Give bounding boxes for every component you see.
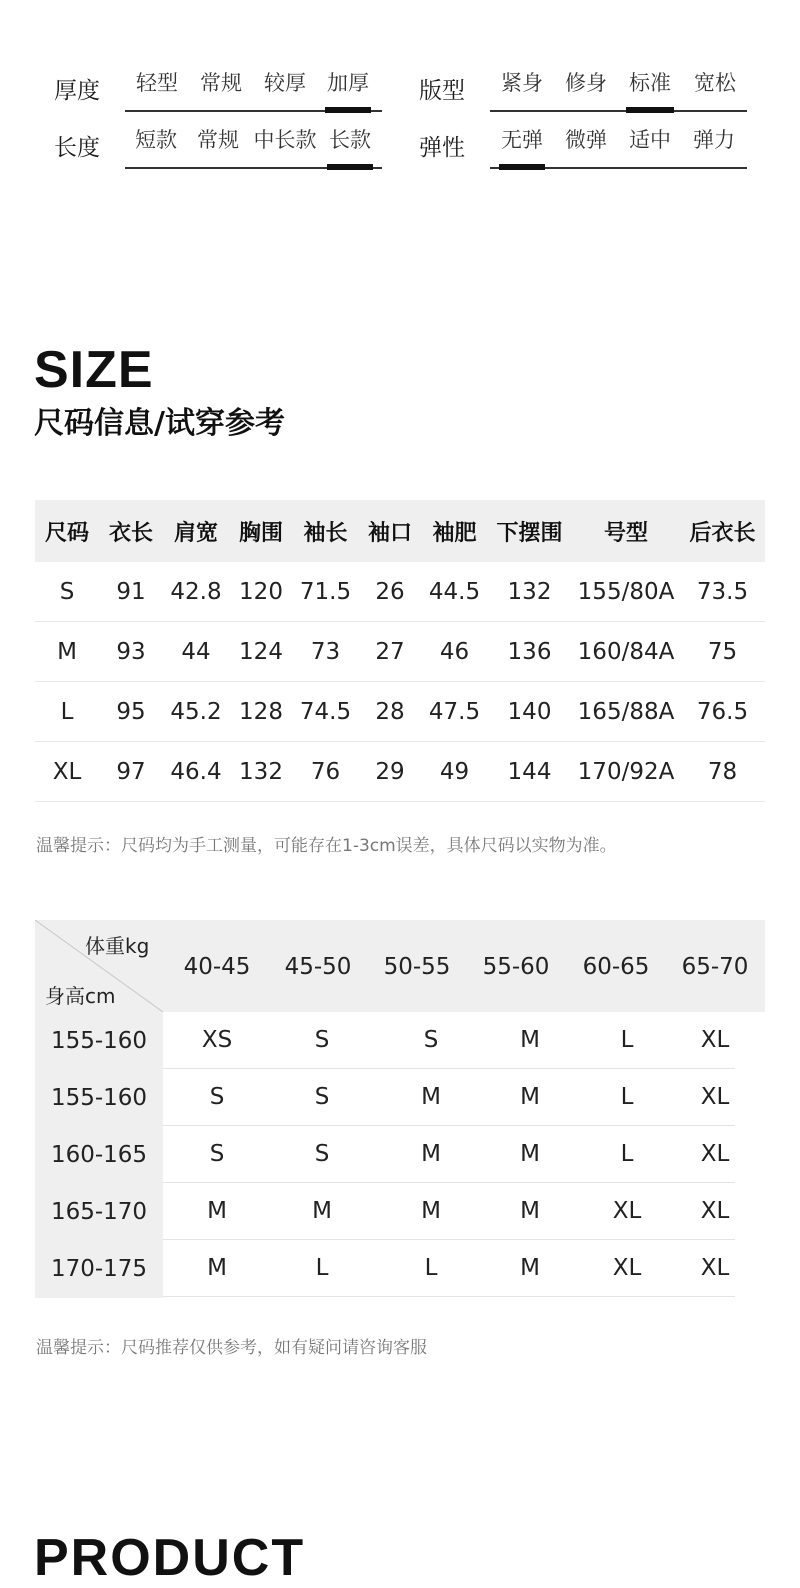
table-cell: 160/84A: [572, 622, 680, 682]
recommended-size: S: [314, 1141, 330, 1167]
recommended-size: S: [314, 1027, 330, 1053]
table-cell: 73.5: [680, 562, 765, 622]
table-cell: 75: [680, 622, 765, 682]
height-range: 165-170: [35, 1183, 163, 1241]
height-range: 160-165: [35, 1126, 163, 1184]
table-cell: 74.5: [293, 682, 358, 742]
thickness-option: 轻型: [136, 71, 178, 95]
attr-label-thickness: 厚度: [54, 78, 100, 104]
length-options: [125, 123, 382, 169]
header-cell: 号型: [572, 500, 680, 562]
header-cell: 袖长: [293, 500, 358, 562]
recommended-size: XS: [201, 1027, 233, 1053]
recommended-size: M: [520, 1027, 540, 1053]
table-cell: 46: [422, 622, 487, 682]
table-cell: 28: [358, 682, 422, 742]
table-cell: 26: [358, 562, 422, 622]
table-row: [35, 1126, 765, 1183]
weight-label: 体重kg: [85, 934, 150, 958]
table-cell: M: [35, 622, 99, 682]
table-cell: 91: [99, 562, 163, 622]
table-cell: 27: [358, 622, 422, 682]
table-cell: 42.8: [163, 562, 229, 622]
weight-range: 50-55: [383, 954, 451, 980]
table-cell: 44: [163, 622, 229, 682]
table-row: [35, 622, 765, 682]
table-cell: 170/92A: [572, 742, 680, 802]
recommended-size: S: [423, 1027, 439, 1053]
recommended-size: M: [520, 1141, 540, 1167]
elasticity-options: [490, 123, 747, 169]
weight-range: 40-45: [183, 954, 251, 980]
recommended-size: XL: [700, 1255, 730, 1281]
fit-option: 标准: [624, 66, 676, 110]
table-row: [35, 562, 765, 622]
recommended-size: L: [620, 1084, 634, 1110]
table-cell: 136: [487, 622, 572, 682]
table-cell: 155/80A: [572, 562, 680, 622]
table-row: [35, 1183, 765, 1240]
table-cell: 76: [293, 742, 358, 802]
recommended-size: XL: [700, 1198, 730, 1224]
table-cell: 71.5: [293, 562, 358, 622]
thickness-options: [125, 66, 382, 112]
header-cell: 下摆围: [487, 500, 572, 562]
attr-label-length: 长度: [54, 135, 100, 161]
table-cell: 95: [99, 682, 163, 742]
table-row: [35, 1012, 765, 1069]
recommended-size: S: [209, 1084, 225, 1110]
table-row: [35, 1240, 765, 1297]
size-table: [35, 500, 765, 802]
fit-option: 宽松: [694, 71, 736, 95]
recommended-size: L: [315, 1255, 329, 1281]
table-cell: 47.5: [422, 682, 487, 742]
elasticity-option: 微弹: [565, 128, 607, 152]
recommended-size: L: [620, 1027, 634, 1053]
length-option: 中长款: [253, 128, 317, 152]
table-cell: 165/88A: [572, 682, 680, 742]
recommended-size: L: [424, 1255, 438, 1281]
weight-range: 45-50: [284, 954, 352, 980]
elasticity-option: 适中: [629, 128, 671, 152]
table-cell: 44.5: [422, 562, 487, 622]
recommended-size: XL: [700, 1141, 730, 1167]
elasticity-option: 无弹: [497, 123, 547, 167]
table-cell: 46.4: [163, 742, 229, 802]
table-cell: 132: [229, 742, 293, 802]
table-cell: 45.2: [163, 682, 229, 742]
recommendation-table: [35, 920, 765, 1297]
recommended-size: S: [209, 1141, 225, 1167]
length-option: 长款: [325, 123, 375, 167]
weight-range: 55-60: [482, 954, 550, 980]
size-table-header: [35, 500, 765, 562]
recommended-size: XL: [612, 1255, 642, 1281]
table-row: [35, 682, 765, 742]
recommended-size: M: [520, 1198, 540, 1224]
table-cell: 124: [229, 622, 293, 682]
table-row: [35, 742, 765, 802]
length-option: 短款: [135, 128, 177, 152]
recommendation-header: [35, 920, 765, 1012]
attr-label-elasticity: 弹性: [419, 135, 465, 161]
elasticity-option: 弹力: [693, 128, 735, 152]
attr-row-thickness-fit: [0, 66, 800, 116]
weight-range: 60-65: [582, 954, 650, 980]
thickness-option: 常规: [200, 71, 242, 95]
table-cell: 128: [229, 682, 293, 742]
table-cell: 78: [680, 742, 765, 802]
table-cell: 144: [487, 742, 572, 802]
weight-range: 65-70: [681, 954, 749, 980]
product-heading: PRODUCT: [34, 1529, 306, 1587]
height-range: 155-160: [35, 1012, 163, 1070]
recommended-size: M: [421, 1198, 441, 1224]
table-cell: 49: [422, 742, 487, 802]
row-divider: [163, 1296, 735, 1297]
recommended-size: M: [421, 1084, 441, 1110]
header-cell: 后衣长: [680, 500, 765, 562]
recommended-size: XL: [700, 1084, 730, 1110]
table-cell: 120: [229, 562, 293, 622]
table-row: [35, 1069, 765, 1126]
size-subtitle: 尺码信息/试穿参考: [34, 406, 285, 441]
recommended-size: M: [520, 1084, 540, 1110]
header-cell: 衣长: [99, 500, 163, 562]
recommended-size: L: [620, 1141, 634, 1167]
recommended-size: M: [421, 1141, 441, 1167]
thickness-option: 较厚: [264, 71, 306, 95]
corner-cell: [35, 920, 163, 1012]
height-range: 155-160: [35, 1069, 163, 1127]
recommendation-note: 温馨提示：尺码推荐仅供参考，如有疑问请咨询客服: [36, 1338, 427, 1358]
length-option: 常规: [197, 128, 239, 152]
size-note: 温馨提示：尺码均为手工测量，可能存在1-3cm误差，具体尺码以实物为准。: [36, 836, 617, 856]
header-cell: 袖肥: [422, 500, 487, 562]
header-cell: 袖口: [358, 500, 422, 562]
recommendation-rows: [35, 1012, 765, 1297]
table-cell: 132: [487, 562, 572, 622]
height-range: 170-175: [35, 1240, 163, 1298]
fit-options: [490, 66, 747, 112]
fit-option: 修身: [565, 71, 607, 95]
fit-option: 紧身: [501, 71, 543, 95]
recommended-size: M: [520, 1255, 540, 1281]
header-cell: 胸围: [229, 500, 293, 562]
table-cell: 73: [293, 622, 358, 682]
table-cell: S: [35, 562, 99, 622]
recommended-size: S: [314, 1084, 330, 1110]
table-cell: 29: [358, 742, 422, 802]
header-cell: 尺码: [35, 500, 99, 562]
table-cell: 97: [99, 742, 163, 802]
size-title: SIZE: [34, 341, 154, 399]
table-cell: 140: [487, 682, 572, 742]
table-cell: 93: [99, 622, 163, 682]
attr-row-length-elasticity: [0, 123, 800, 173]
recommended-size: M: [207, 1198, 227, 1224]
recommended-size: XL: [612, 1198, 642, 1224]
header-cell: 肩宽: [163, 500, 229, 562]
table-cell: 76.5: [680, 682, 765, 742]
recommended-size: M: [207, 1255, 227, 1281]
height-label: 身高cm: [45, 984, 116, 1008]
recommended-size: XL: [700, 1027, 730, 1053]
table-cell: XL: [35, 742, 99, 802]
recommended-size: M: [312, 1198, 332, 1224]
thickness-option: 加厚: [323, 66, 373, 110]
attr-label-fit: 版型: [419, 78, 465, 104]
table-cell: L: [35, 682, 99, 742]
